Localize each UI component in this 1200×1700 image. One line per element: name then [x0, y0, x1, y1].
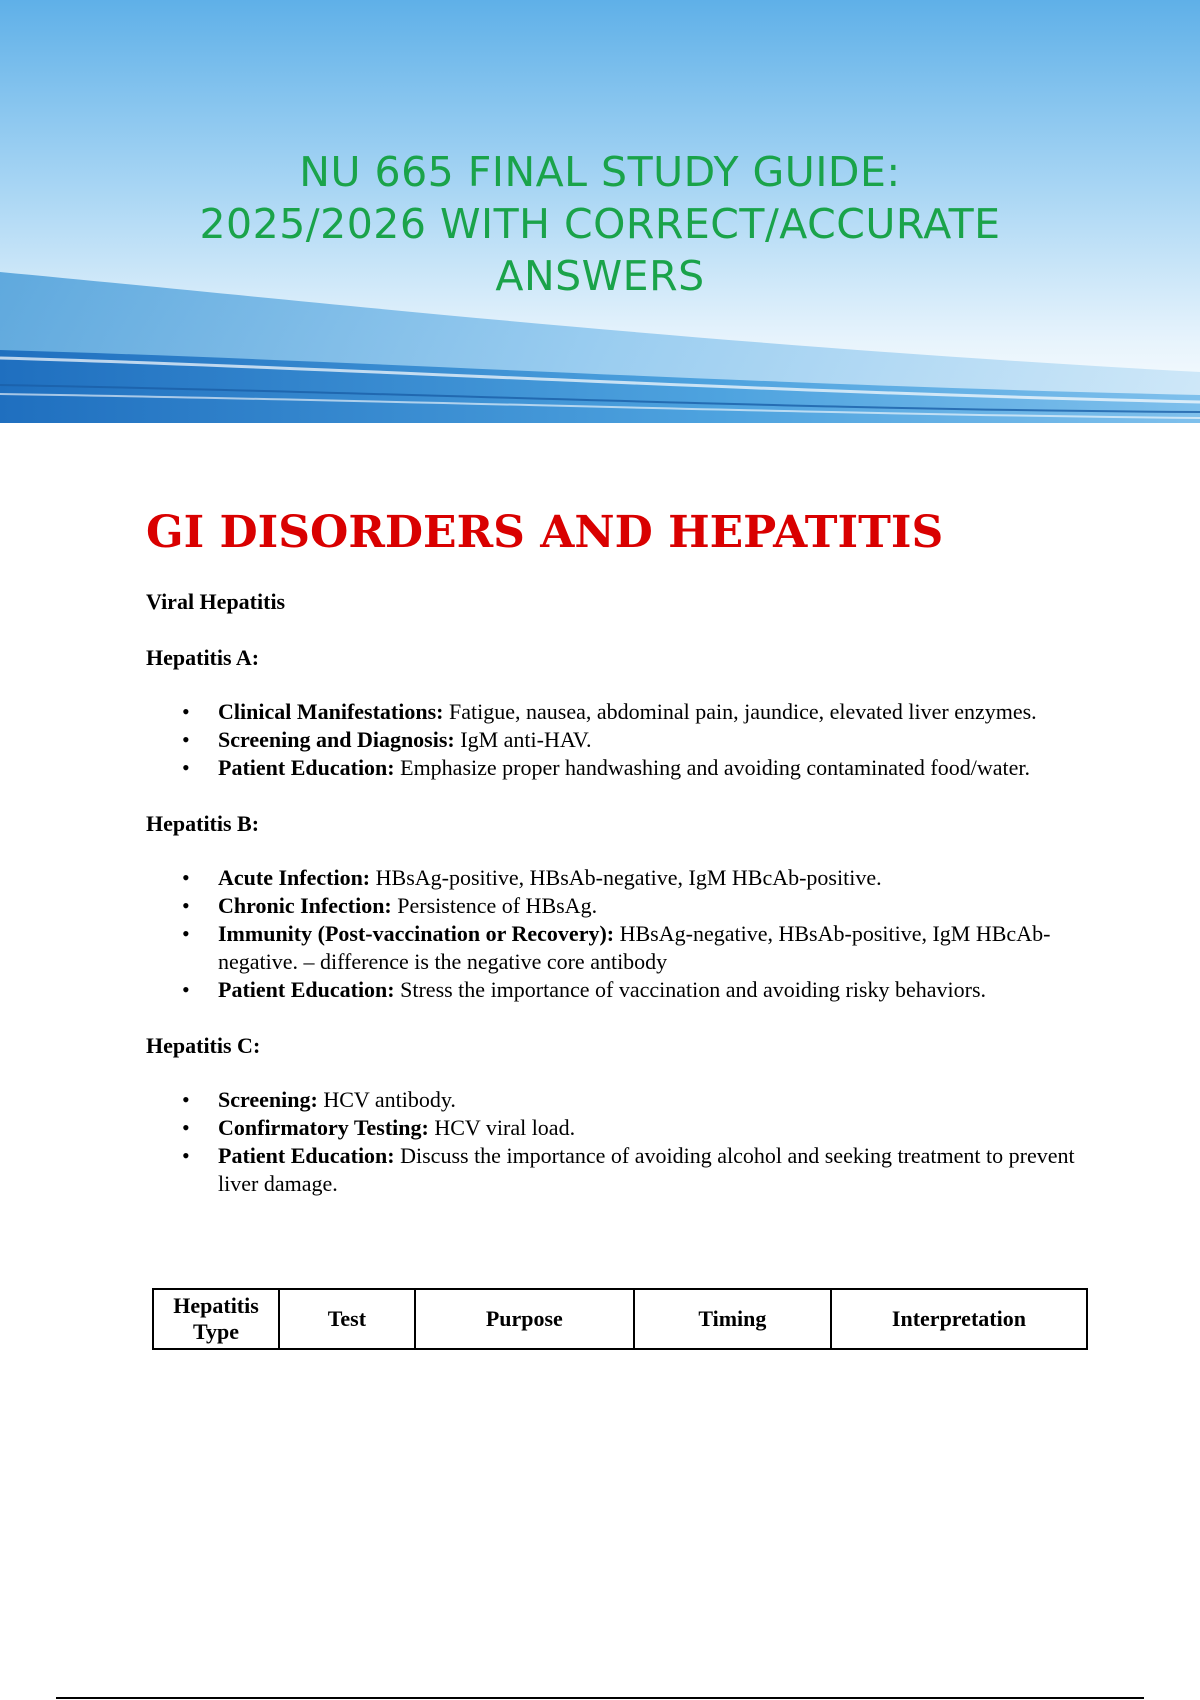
bullet-icon: •	[182, 1115, 190, 1140]
header-banner	[0, 0, 1200, 423]
hepatitis-a-title: Hepatitis A:	[146, 645, 260, 670]
list-item	[146, 1086, 1086, 1114]
bullet-icon: •	[182, 893, 190, 918]
list-item	[146, 920, 1086, 976]
hepatitis-c-title: Hepatitis C:	[146, 1033, 261, 1058]
list-item-term: Screening and Diagnosis:	[218, 727, 455, 752]
bullet-icon: •	[182, 1087, 190, 1112]
list-item-term: Acute Infection:	[218, 865, 371, 890]
list-item-text: Discuss the importance of avoiding alcohol and seeking treatment to prevent liver damage.	[218, 1143, 1075, 1196]
list-item-term: Patient Education:	[218, 755, 395, 780]
hepatitis-a-list	[146, 698, 1086, 782]
list-item-text: HBsAg-negative, HBsAb-positive, IgM HBcAb-negative. – difference is the negative core antibody	[218, 921, 1051, 974]
column-header-hepatitis-type: Hepatitis Type	[153, 1289, 279, 1349]
hepatitis-c-list	[146, 1086, 1086, 1198]
list-item-text: HCV viral load.	[428, 1115, 576, 1140]
bullet-icon: •	[182, 1143, 190, 1168]
section-heading: GI DISORDERS AND HEPATITIS	[146, 507, 944, 558]
list-item-term: Patient Education:	[218, 977, 395, 1002]
list-item-text: IgM anti-HAV.	[454, 727, 592, 752]
list-item-text: HCV antibody.	[317, 1087, 456, 1112]
list-item	[146, 892, 1086, 920]
list-item-text: Stress the importance of vaccination and avoiding risky behaviors.	[394, 977, 987, 1002]
column-header-test: Test	[279, 1289, 415, 1349]
list-item-text: Fatigue, nausea, abdominal pain, jaundice, elevated liver enzymes.	[443, 699, 1037, 724]
list-item-text: HBsAg-positive, HBsAb-negative, IgM HBcAb-positive.	[370, 865, 882, 890]
list-item	[146, 726, 1086, 754]
document-title-line-3: ANSWERS	[495, 252, 705, 300]
list-item	[146, 1114, 1086, 1142]
document-title-line-1: NU 665 FINAL STUDY GUIDE:	[299, 148, 901, 196]
list-item-term: Patient Education:	[218, 1143, 395, 1168]
document-title-line-2: 2025/2026 WITH CORRECT/ACCURATE	[199, 200, 1001, 248]
hepatitis-b-title: Hepatitis B:	[146, 811, 260, 836]
table-header-row	[153, 1289, 1087, 1349]
footer-divider	[56, 1697, 1144, 1699]
list-item	[146, 1142, 1086, 1198]
column-header-interpretation: Interpretation	[831, 1289, 1087, 1349]
hepatitis-b-list	[146, 864, 1086, 1004]
bullet-icon: •	[182, 699, 190, 724]
bullet-icon: •	[182, 977, 190, 1002]
hepatitis-tests-table	[152, 1288, 1088, 1350]
column-header-purpose: Purpose	[415, 1289, 634, 1349]
document-body	[146, 588, 1086, 1226]
list-item	[146, 976, 1086, 1004]
bullet-icon: •	[182, 921, 190, 946]
bullet-icon: •	[182, 727, 190, 752]
list-item-term: Chronic Infection:	[218, 893, 392, 918]
subheading-viral-hepatitis: Viral Hepatitis	[146, 589, 286, 614]
list-item-term: Clinical Manifestations:	[218, 699, 444, 724]
list-item-term: Immunity (Post-vaccination or Recovery):	[218, 921, 615, 946]
list-item-term: Screening:	[218, 1087, 318, 1112]
document-title	[100, 146, 1100, 302]
list-item-text: Emphasize proper handwashing and avoiding contaminated food/water.	[394, 755, 1030, 780]
list-item	[146, 864, 1086, 892]
list-item	[146, 754, 1086, 782]
column-header-timing: Timing	[634, 1289, 831, 1349]
bullet-icon: •	[182, 755, 190, 780]
list-item-text: Persistence of HBsAg.	[391, 893, 598, 918]
bullet-icon: •	[182, 865, 190, 890]
list-item-term: Confirmatory Testing:	[218, 1115, 429, 1140]
list-item	[146, 698, 1086, 726]
